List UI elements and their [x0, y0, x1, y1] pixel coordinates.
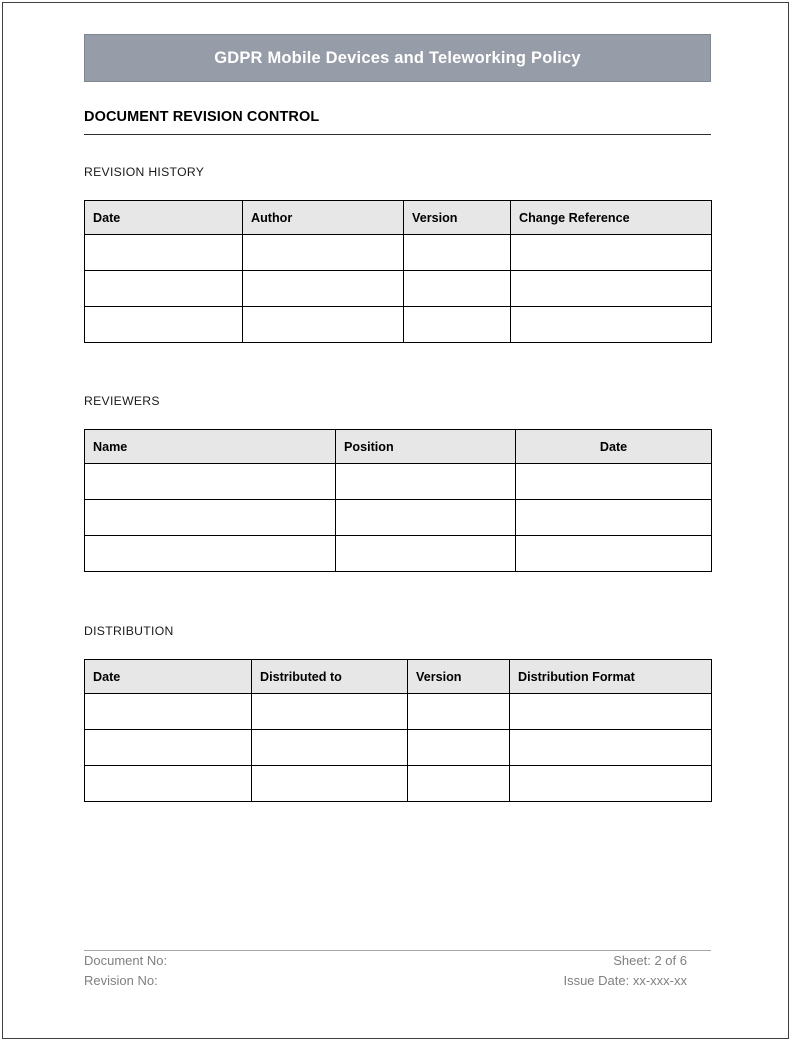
table-header-row — [85, 430, 712, 464]
table-row — [85, 464, 712, 500]
table-cell[interactable] — [85, 235, 243, 271]
column-header-date: Date — [85, 660, 252, 694]
footer-line-2 — [84, 971, 711, 991]
table-cell[interactable] — [510, 730, 712, 766]
table-cell[interactable] — [85, 500, 336, 536]
table-row — [85, 766, 712, 802]
table-cell[interactable] — [516, 536, 712, 572]
table-cell[interactable] — [510, 766, 712, 802]
table-cell[interactable] — [243, 307, 404, 343]
section-label-reviewers: REVIEWERS — [84, 394, 160, 408]
footer-sheet-number: Sheet: 2 of 6 — [613, 953, 687, 968]
section-label-revision-history: REVISION HISTORY — [84, 165, 205, 179]
column-header-author: Author — [243, 201, 404, 235]
table-cell[interactable] — [252, 766, 408, 802]
table-cell[interactable] — [85, 464, 336, 500]
page-footer — [84, 950, 711, 991]
table-cell[interactable] — [408, 694, 510, 730]
table-cell[interactable] — [336, 464, 516, 500]
table-cell[interactable] — [85, 536, 336, 572]
column-header-date: Date — [516, 430, 712, 464]
table-cell[interactable] — [511, 271, 712, 307]
table-cell[interactable] — [404, 235, 511, 271]
reviewers-table — [84, 429, 712, 572]
table-cell[interactable] — [85, 766, 252, 802]
table-cell[interactable] — [336, 536, 516, 572]
page-title: GDPR Mobile Devices and Teleworking Policy — [214, 48, 581, 67]
table-cell[interactable] — [408, 766, 510, 802]
table-row — [85, 271, 712, 307]
column-header-name: Name — [85, 430, 336, 464]
column-header-distributed-to: Distributed to — [252, 660, 408, 694]
column-header-version: Version — [408, 660, 510, 694]
table-cell[interactable] — [516, 500, 712, 536]
column-header-distribution-format: Distribution Format — [510, 660, 712, 694]
column-header-change-reference: Change Reference — [511, 201, 712, 235]
table-cell[interactable] — [510, 694, 712, 730]
table-row — [85, 730, 712, 766]
footer-issue-date: Issue Date: xx-xxx-xx — [563, 973, 687, 988]
table-cell[interactable] — [252, 694, 408, 730]
table-cell[interactable] — [85, 307, 243, 343]
table-cell[interactable] — [85, 271, 243, 307]
table-header-row — [85, 201, 712, 235]
table-cell[interactable] — [85, 730, 252, 766]
table-cell[interactable] — [336, 500, 516, 536]
section-label-distribution: DISTRIBUTION — [84, 624, 174, 638]
document-title-banner — [84, 34, 711, 82]
table-row — [85, 500, 712, 536]
document-content — [84, 0, 711, 802]
table-row — [85, 235, 712, 271]
table-row — [85, 536, 712, 572]
table-cell[interactable] — [408, 730, 510, 766]
table-cell[interactable] — [252, 730, 408, 766]
table-cell[interactable] — [404, 271, 511, 307]
table-cell[interactable] — [404, 307, 511, 343]
distribution-table — [84, 659, 712, 802]
table-cell[interactable] — [85, 694, 252, 730]
table-cell[interactable] — [511, 307, 712, 343]
footer-document-no: Document No: — [84, 953, 168, 968]
table-cell[interactable] — [243, 235, 404, 271]
column-header-position: Position — [336, 430, 516, 464]
table-cell[interactable] — [516, 464, 712, 500]
footer-line-1 — [84, 951, 711, 971]
table-header-row — [85, 660, 712, 694]
table-cell[interactable] — [243, 271, 404, 307]
table-row — [85, 307, 712, 343]
revision-history-table — [84, 200, 712, 343]
table-cell[interactable] — [511, 235, 712, 271]
column-header-date: Date — [85, 201, 243, 235]
column-header-version: Version — [404, 201, 511, 235]
section-heading-document-revision-control: DOCUMENT REVISION CONTROL — [84, 109, 711, 135]
table-row — [85, 694, 712, 730]
footer-revision-no: Revision No: — [84, 973, 158, 988]
